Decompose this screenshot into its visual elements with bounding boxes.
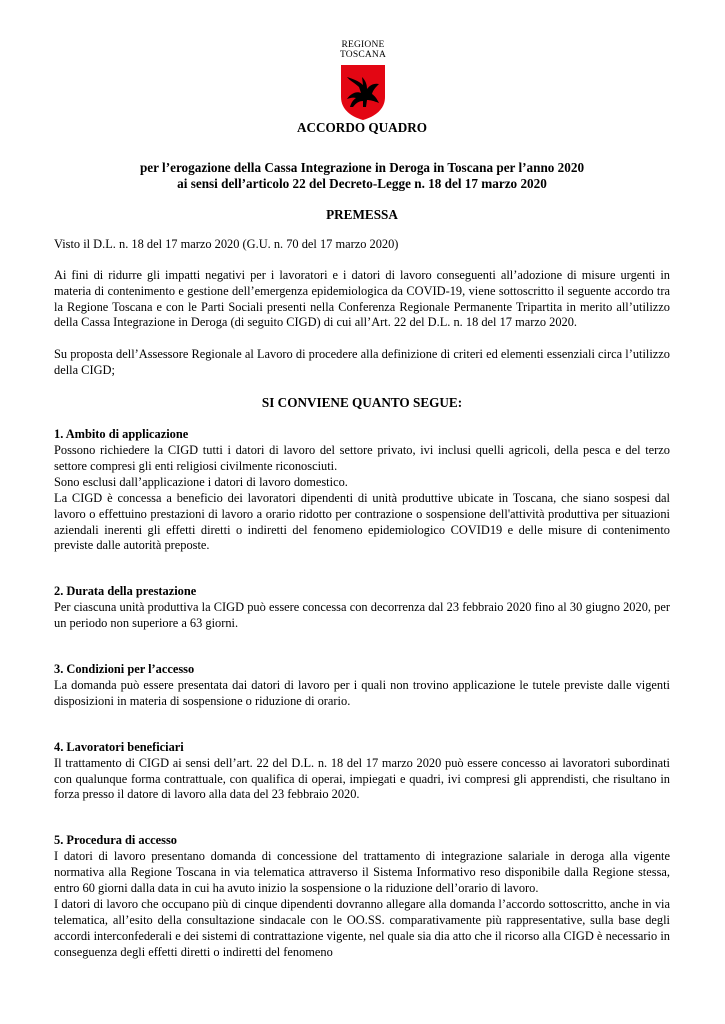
section-1 xyxy=(54,427,670,554)
section-5-paragraph-2: I datori di lavoro che occupano più di cinque dipendenti dovranno allegare alla domanda l’accordo sottoscritto, anche in via telematica, all’esito della consultazione sindacale con le OO.SS. comparativamente più rappresentative, sulla base degli accordi interconfederali e dei sistemi di contrattazione vigente, nel quale sia dia atto che il ricorso alla CIGD è necessario in conseguenza degli effetti diretti o indiretti del fenomeno xyxy=(54,897,670,959)
section-3 xyxy=(54,662,670,710)
document-subtitle-line1: per l’erogazione della Cassa Integrazione in Deroga in Toscana per l’anno 2020 xyxy=(139,159,585,175)
section-4-title: 4. Lavoratori beneficiari xyxy=(54,739,184,754)
section-4 xyxy=(54,740,670,804)
section-2-title: 2. Durata della prestazione xyxy=(54,584,197,599)
section-1-paragraph-3: La CIGD è concessa a beneficio dei lavoratori dipendenti di unità produttive ubicate in Toscana, che siano sospesi dal lavoro o effettuino prestazioni di lavoro a orario ridotto per contrazione o sospensione dell'attività produttiva per situazioni aziendali inerenti gli effetti diretti o indiretti del fenomeno epidemiologico COVID19 e delle misure di contenimento previste dalle autorità preposte. xyxy=(54,490,670,553)
premessa-paragraph-1: Visto il D.L. n. 18 del 17 marzo 2020 (G.U. n. 70 del 17 marzo 2020) xyxy=(54,236,399,251)
document-title: ACCORDO QUADRO xyxy=(296,120,428,135)
pegasus-crest-icon xyxy=(339,63,387,121)
conviene-heading: SI CONVIENE QUANTO SEGUE: xyxy=(261,395,463,411)
section-3-title: 3. Condizioni per l’accesso xyxy=(54,662,195,677)
section-1-paragraph-1: Possono richiedere la CIGD tutti i datori di lavoro del settore privato, ivi inclusi quelli agricoli, della pesca e del terzo settore compresi gli enti religiosi civilmente riconosciuti. xyxy=(54,442,670,473)
section-2-paragraph-1: Per ciascuna unità produttiva la CIGD può essere concessa con decorrenza dal 23 febbraio 2020 fino al 30 giugno 2020, per un periodo non superiore a 63 giorni. xyxy=(54,600,670,631)
logo-text-line1: REGIONE xyxy=(341,40,385,50)
premessa-paragraph-2: Ai fini di ridurre gli impatti negativi per i lavoratori e i datori di lavoro conseguenti all’adozione di misure urgenti in materia di contenimento e gestione dell’emergenza epidemiologica da COVID-19, viene sottoscritto il seguente accordo tra la Regione Toscana e con le Parti Sociali presenti nella Conferenza Regionale Permanente Tripartita in merito all’utilizzo della Cassa Integrazione in Deroga (di seguito CIGD) di cui all’Art. 22 del D.L. n. 18 del 17 marzo 2020. xyxy=(54,267,670,330)
section-1-title: 1. Ambito di applicazione xyxy=(54,427,189,442)
section-3-paragraph-1: La domanda può essere presentata dai datori di lavoro per i quali non trovino applicazione le tutele previste dalle vigenti disposizioni in materia di sospensione o riduzione di orario. xyxy=(54,677,670,708)
premessa-heading: PREMESSA xyxy=(326,206,398,222)
section-1-paragraph-2: Sono esclusi dall’applicazione i datori di lavoro domestico. xyxy=(54,474,348,489)
section-5 xyxy=(54,833,670,960)
premessa-paragraph-3: Su proposta dell’Assessore Regionale al Lavoro di procedere alla definizione di criteri ed elementi essenziali circa l’utilizzo della CIGD; xyxy=(54,347,670,378)
document-body xyxy=(54,120,670,961)
document-subtitle-line2: ai sensi dell’articolo 22 del Decreto-Legge n. 18 del 17 marzo 2020 xyxy=(177,175,547,191)
section-2 xyxy=(54,584,670,632)
section-5-paragraph-1: I datori di lavoro presentano domanda di concessione del trattamento di integrazione salariale in deroga alla vigente normativa alla Regione Toscana in via telematica attraverso il Sistema Informativo reso disponibile dalla Regione stessa, entro 60 giorni dalla data in cui ha avuto inizio la sospensione o la riduzione dell’orario di lavoro. xyxy=(54,849,670,896)
regione-toscana-logo xyxy=(331,40,395,121)
section-4-paragraph-1: Il trattamento di CIGD ai sensi dell’art. 22 del D.L. n. 18 del 17 marzo 2020 può essere concesso ai lavoratori subordinati con qualunque forma contrattuale, con qualifica di operai, impiegati e quadri, ivi compresi gli apprendisti, che risultano in forza presso il datore di lavoro alla data del 23 febbraio 2020. xyxy=(54,755,670,802)
section-5-title: 5. Procedura di accesso xyxy=(54,833,177,848)
logo-text-line2: TOSCANA xyxy=(339,50,387,60)
